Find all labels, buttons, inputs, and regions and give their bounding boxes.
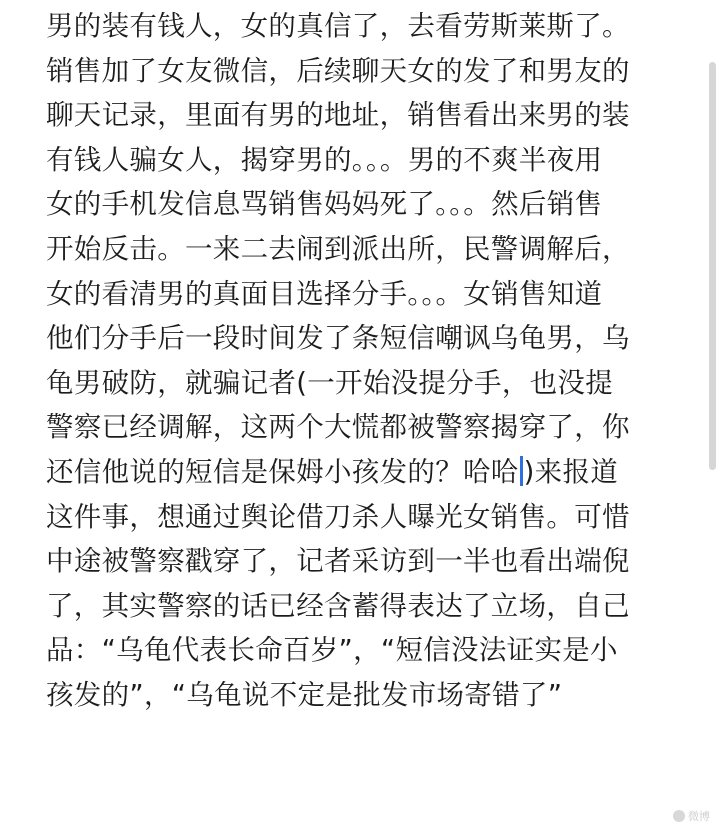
- text-line-11: [46, 450, 706, 495]
- text-line-5: 女的手机发信息骂销售妈妈死了。。。然后销售: [46, 188, 603, 221]
- text-line-8: 他们分手后一段时间发了条短信嘲讽乌龟男，乌: [46, 322, 630, 355]
- text-line-16: 孩发的”，“乌龟说不定是批发市场寄错了”: [46, 678, 563, 711]
- text-line-15: 品：“乌龟代表长命百岁”，“短信没法证实是小: [46, 634, 618, 667]
- text-line-10: 警察已经调解，这两个大慌都被警察揭穿了，你: [46, 411, 630, 444]
- watermark: [673, 809, 710, 825]
- text-line-6: 开始反击。一来二去闹到派出所，民警调解后，: [46, 232, 630, 265]
- text-line-9: 龟男破防，就骗记者(一开始没提分手，也没提: [46, 366, 614, 399]
- text-line-7: 女的看清男的真面目选择分手。。。女销售知道: [46, 277, 603, 310]
- post-text-body[interactable]: [46, 4, 706, 718]
- text-selection-cursor[interactable]: [520, 456, 523, 486]
- weibo-logo-icon: [673, 810, 685, 822]
- text-line-13: 中途被警察戳穿了，记者采访到一半也看出端倪: [46, 545, 630, 578]
- watermark-text: 微博: [688, 810, 710, 823]
- scrollbar-thumb[interactable]: [709, 62, 716, 470]
- text-line-12: 这件事，想通过舆论借刀杀人曝光女销售。可惜: [46, 500, 630, 533]
- text-line-3: 聊天记录，里面有男的地址，销售看出来男的装: [46, 99, 630, 132]
- text-line-14: 了，其实警察的话已经含蓄得表达了立场，自己: [46, 589, 630, 622]
- text-line-11-after-cursor: )来报道: [523, 455, 619, 488]
- text-line-1: 男的装有钱人，女的真信了，去看劳斯莱斯了。: [46, 10, 630, 42]
- text-line-11-before-cursor: 还信他说的短信是保姆小孩发的？哈哈: [46, 455, 519, 488]
- text-line-4: 有钱人骗女人，揭穿男的。。。男的不爽半夜用: [46, 143, 603, 176]
- text-line-2: 销售加了女友微信，后续聊天女的发了和男友的: [46, 54, 630, 87]
